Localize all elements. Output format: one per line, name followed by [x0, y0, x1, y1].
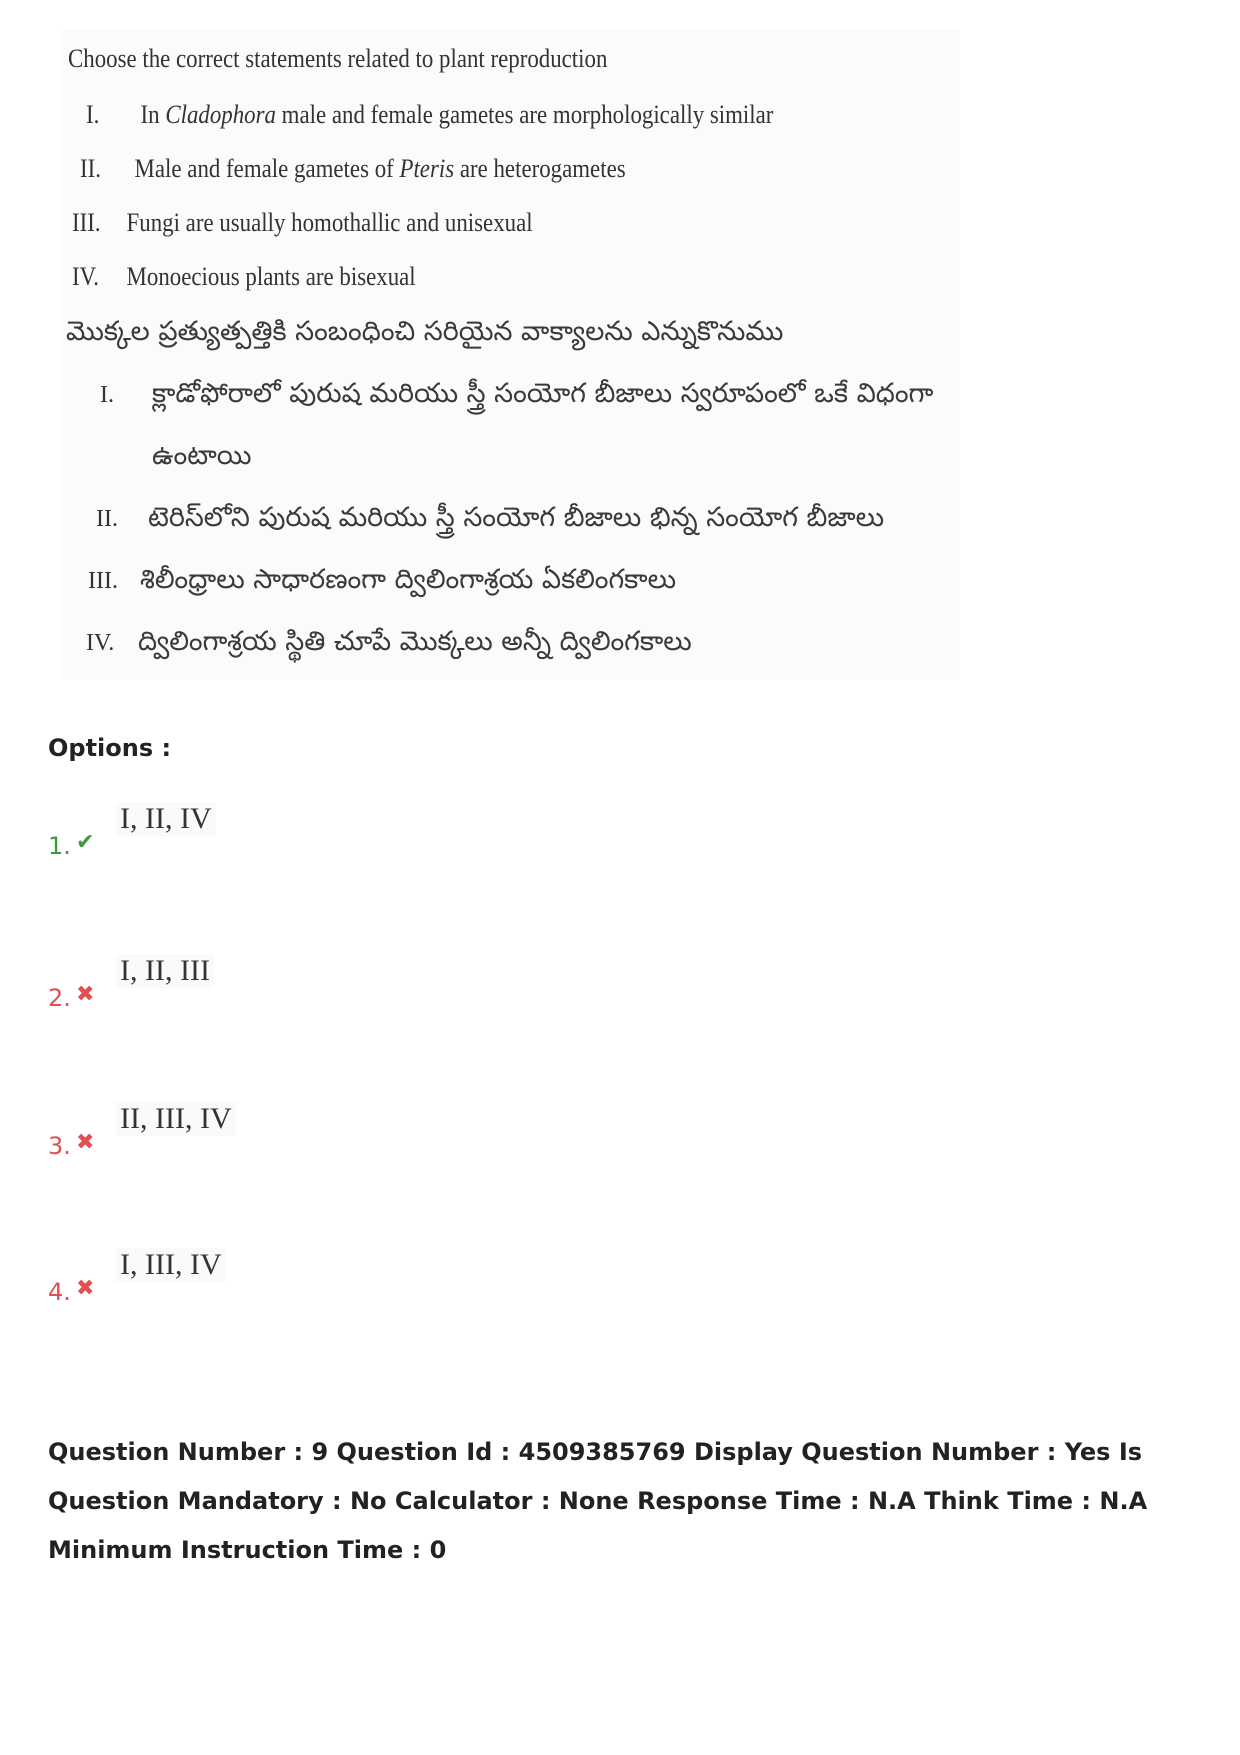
option-text: II, III, IV	[116, 1102, 236, 1136]
statement-number: I.	[100, 382, 114, 408]
statement-number: II.	[96, 506, 118, 532]
option-1[interactable]	[48, 802, 448, 862]
species-name: Pteris	[399, 154, 455, 183]
statement-number: III.	[88, 568, 118, 594]
telugu-statement-text: టెరిస్‌లోని పురుష మరియు స్త్రీ సంయోగ బీజాలు భిన్న సంయోగ బీజాలు	[148, 502, 885, 533]
option-text: I, III, IV	[116, 1248, 226, 1282]
statement-text: male and female gametes are morphologically similar	[275, 100, 774, 129]
option-number: 3.	[48, 1132, 71, 1160]
option-number: 4.	[48, 1278, 71, 1306]
option-number: 1.	[48, 832, 71, 860]
statement-text: Male and female gametes of	[134, 154, 400, 183]
statement-number: II.	[80, 154, 101, 183]
option-4[interactable]	[48, 1248, 448, 1308]
cross-icon: ✖	[76, 1276, 95, 1301]
option-text: I, II, III	[116, 954, 214, 988]
question-image	[60, 30, 960, 680]
statement-text: Fungi are usually homothallic and unisexual	[126, 208, 533, 237]
options-heading: Options :	[48, 734, 172, 762]
option-number: 2.	[48, 984, 71, 1012]
statement-text: In	[140, 100, 166, 129]
telugu-title: మొక్కల ప్రత్యుత్పత్తికి సంబంధించి సరియైన వాక్యాలను ఎన్నుకొనుము	[66, 316, 784, 347]
question-metadata: Question Number : 9 Question Id : 4509385769 Display Question Number : Yes Is Question Mandatory : No Calculator : None Response Time : N.A Think Time : N.A Minimum Instruction Time : 0	[48, 1438, 1148, 1564]
check-icon: ✔	[76, 830, 95, 855]
option-3[interactable]	[48, 1102, 448, 1162]
statement-text: Monoecious plants are bisexual	[126, 262, 416, 291]
cross-icon: ✖	[76, 982, 95, 1007]
telugu-statement-text: ఉంటాయి	[152, 440, 252, 471]
cross-icon: ✖	[76, 1130, 95, 1155]
statement-number: I.	[86, 100, 100, 129]
species-name: Cladophora	[165, 100, 276, 129]
option-2[interactable]	[48, 954, 448, 1014]
telugu-statement-text: శిలీంధ్రాలు సాధారణంగా ద్విలింగాశ్రయ ఏకలింగకాలు	[140, 564, 677, 595]
telugu-statement-text: ద్విలింగాశ్రయ స్థితి చూపే మొక్కలు అన్నీ ద్విలింగకాలు	[138, 626, 692, 657]
telugu-statement-text: క్లాడోఫోరాలో పురుష మరియు స్త్రీ సంయోగ బీజాలు స్వరూపంలో ఒకే విధంగా	[152, 378, 934, 409]
statement-number: IV.	[86, 630, 115, 656]
statement-text: are heterogametes	[454, 154, 626, 183]
question-title: Choose the correct statements related to plant reproduction	[68, 44, 608, 73]
option-text: I, II, IV	[116, 802, 216, 836]
statement-number: IV.	[72, 262, 99, 291]
statement-number: III.	[72, 208, 101, 237]
